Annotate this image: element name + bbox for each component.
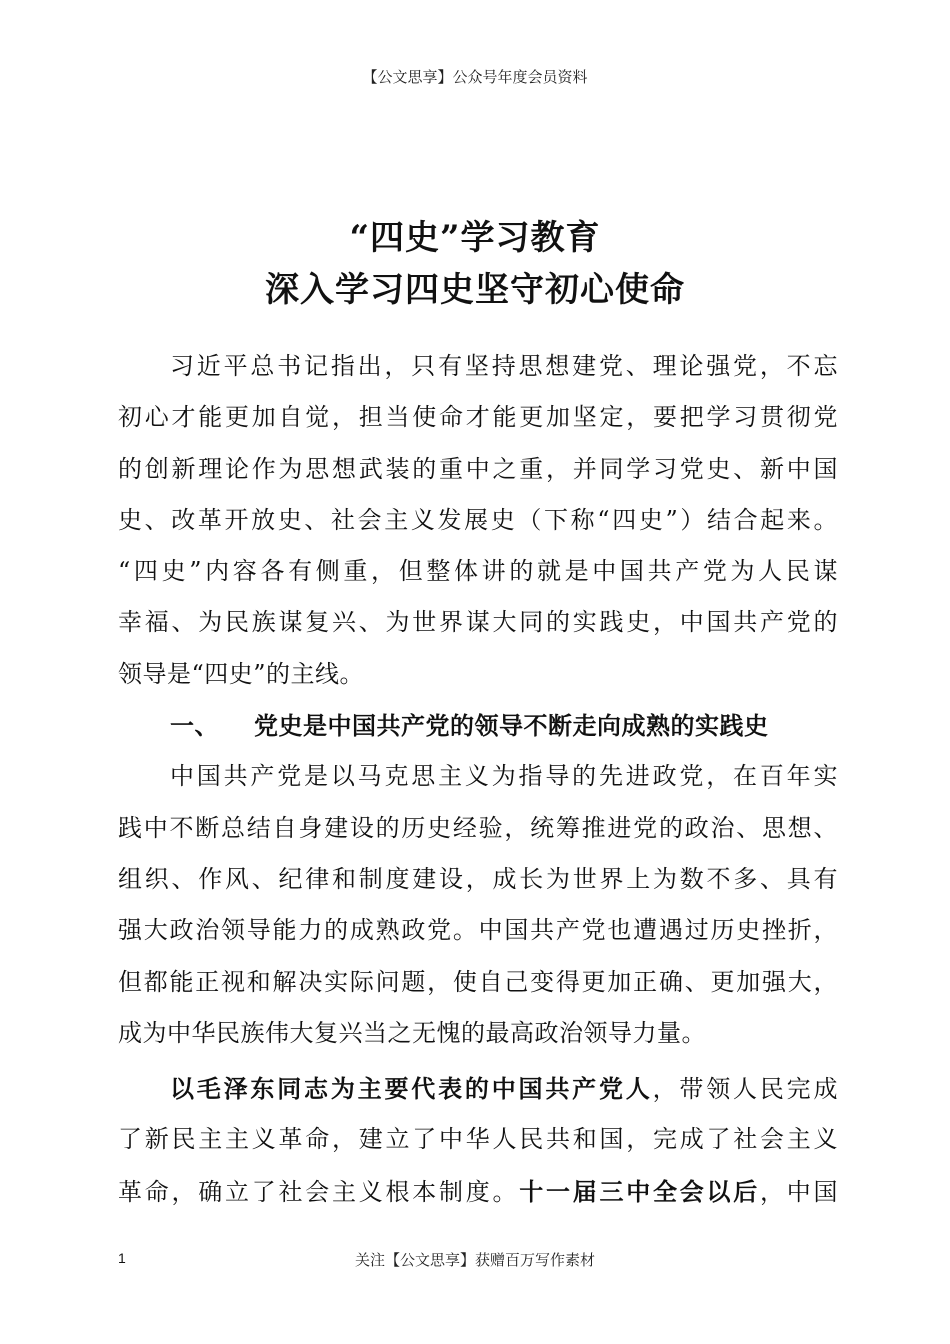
paragraph-line [118, 1166, 838, 1217]
paragraph-line: 史、改革开放史、社会主义发展史（下称“四史”）结合起来。 [118, 505, 838, 534]
text-run: ，中国 [760, 1177, 838, 1206]
page-header: 【公文思享】公众号年度会员资料 [362, 68, 588, 86]
section-number: 一、 [170, 711, 219, 741]
paragraph-line: 但都能正视和解决实际问题，使自己变得更加正确、更加强大， [118, 967, 838, 996]
paragraph-line: 的创新理论作为思想武装的重中之重，并同学习党史、新中国 [118, 454, 838, 483]
paragraph-line: 了新民主主义革命，建立了中华人民共和国，完成了社会主义 [118, 1125, 838, 1154]
bold-phrase: 以毛泽东同志为主要代表的中国共产党人 [170, 1074, 653, 1104]
section-heading [118, 700, 838, 751]
document-body [118, 341, 838, 1217]
paragraph-line: 成为中华民族伟大复兴当之无愧的最高政治领导力量。 [118, 1018, 706, 1047]
paragraph-line: 践中不断总结自身建设的历史经验，统筹推进党的政治、思想、 [118, 813, 838, 842]
paragraph-line: 中国共产党是以马克思主义为指导的先进政党，在百年实 [170, 762, 838, 791]
page-number: 1 [118, 1250, 126, 1266]
paragraph-line: “四史”内容各有侧重，但整体讲的就是中国共产党为人民谋 [118, 557, 838, 586]
paragraph-line: 强大政治领导能力的成熟政党。中国共产党也遭遇过历史挫折， [118, 916, 838, 945]
paragraph-line: 习近平总书记指出，只有坚持思想建党、理论强党，不忘 [170, 352, 838, 380]
bold-phrase: 十一届三中全会以后 [519, 1176, 760, 1206]
paragraph-line: 领导是“四史”的主线。 [118, 659, 365, 688]
paragraph-line: 初心才能更加自觉，担当使命才能更加坚定，要把学习贯彻党 [118, 403, 838, 432]
document-title-line2: 深入学习四史坚守初心使命 [265, 270, 685, 310]
paragraph-line: 幸福、为民族谋复兴、为世界谋大同的实践史，中国共产党的 [118, 608, 838, 637]
paragraph-line [118, 1063, 838, 1114]
section-heading-text: 党史是中国共产党的领导不断走向成熟的实践史 [254, 711, 769, 741]
document-title-line1: “四史”学习教育 [349, 218, 601, 258]
text-run: ，带领人民完成 [652, 1075, 838, 1104]
paragraph-line: 组织、作风、纪律和制度建设，成长为世界上为数不多、具有 [118, 864, 838, 893]
page-footer: 关注【公文思享】获赠百万写作素材 [354, 1251, 595, 1269]
text-run: 革命，确立了社会主义根本制度。 [118, 1177, 520, 1206]
